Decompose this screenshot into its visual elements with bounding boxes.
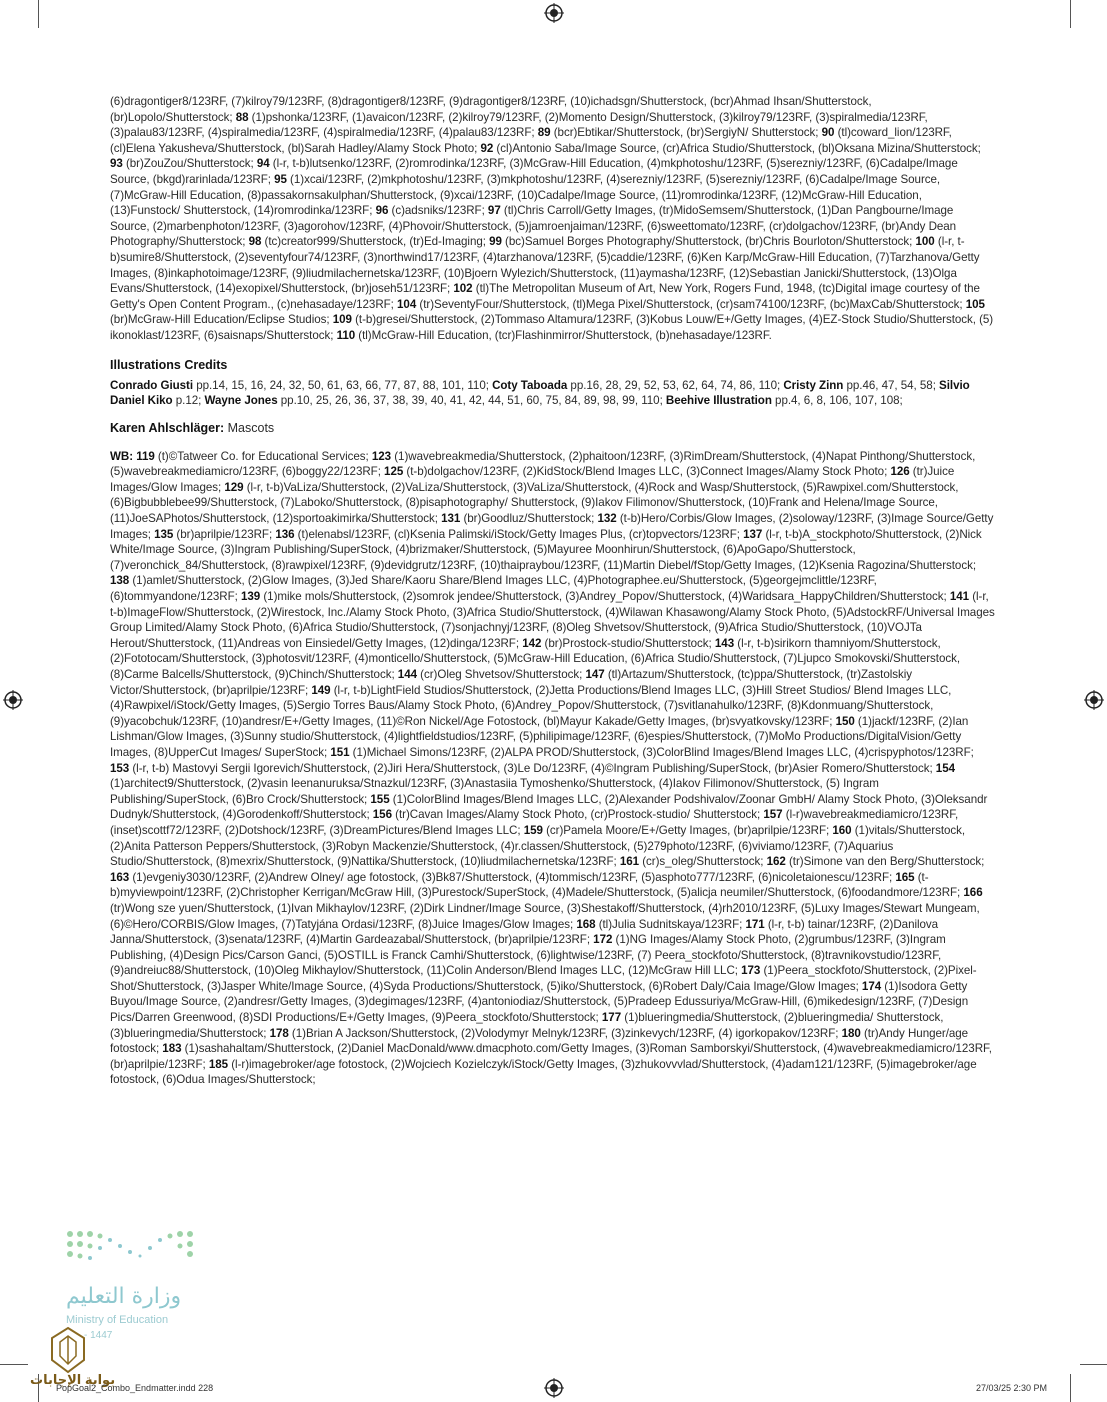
illustrator-name: Conrado Giusti xyxy=(110,378,194,392)
illustrator-pages: pp.10, 25, 26, 36, 37, 38, 39, 40, 41, 42, 44, 51, 60, 75, 84, 89, 98, 99, 110; xyxy=(277,394,666,408)
illustrator-name: Silvio Daniel Kiko xyxy=(110,378,970,408)
illustrator-pages: pp.16, 28, 29, 52, 53, 62, 64, 74, 86, 110; xyxy=(567,378,784,392)
illustrator-name: Beehive Illustration xyxy=(665,394,772,408)
ministry-english-name: Ministry of Education xyxy=(66,1314,169,1326)
workbook-label: WB: 119 xyxy=(110,449,155,463)
mascot-credit xyxy=(110,421,995,435)
crop-mark-top-right xyxy=(1070,0,1071,28)
illustrator-pages: pp.46, 47, 54, 58; xyxy=(843,378,940,392)
mascot-role: Mascots xyxy=(224,420,275,435)
illustrator-pages: pp.4, 6, 8, 106, 107, 108; xyxy=(771,394,903,408)
mascot-artist: Karen Ahlschläger: xyxy=(110,420,225,435)
illustrator-name: Wayne Jones xyxy=(204,394,278,408)
crop-mark-top-left xyxy=(38,0,39,28)
crop-mark-left-bottom-h xyxy=(0,1364,28,1365)
registration-mark-right-icon xyxy=(1084,690,1104,710)
ministry-year: - 1447 xyxy=(84,1330,113,1341)
crop-mark-right-bottom-h xyxy=(1080,1364,1107,1365)
footer-timestamp: 27/03/25 2:30 PM xyxy=(976,1383,1048,1393)
illustrations-heading: Illustrations Credits xyxy=(110,357,228,372)
credits-content xyxy=(110,94,995,1088)
illustrations-credits xyxy=(110,378,995,409)
watermark-text: بوابة الإجابات xyxy=(30,1372,116,1387)
registration-mark-top-icon xyxy=(544,3,564,23)
illustrator-pages: p.12; xyxy=(172,394,205,408)
workbook-credits-paragraph xyxy=(110,449,995,1088)
illustrator-name: Coty Taboada xyxy=(492,378,568,392)
ministry-dots-logo-icon xyxy=(62,1226,212,1286)
illustrator-pages: pp.14, 15, 16, 24, 32, 50, 61, 63, 66, 77, 87, 88, 101, 110; xyxy=(193,378,493,392)
workbook-credits-text: (t)©Tatweer Co. for Educational Services; 123 (1)wavebreakmedia/Shutterstock, (2)phaitoon/123RF, (3)RimDream/Shutterstock, (4)Napat Pinthong/Shutterstock, (5)wavebreakmediamicro/123RF, (6)boggy22/123RF; 125 (t-b)dolgachov/123RF, (2)KidStock/Blend Images LLC, (3)Connect Images/Alamy Stock Photo; 126 (tr)Juice Images/Glow Images; 129 (l-r, t-b)VaLiza/Shutterstock, (2)VaLiza/Shutterstock, (3)VaLiza/Shutterstock, (4)Rock and Wasp/Shutterstock, (5)Rawpixel.com/Shutterstock, (6)Bigbubblebee99/Shutterstock, (7)Laboko/Shutterstock, (8)pisaphotography/ Shutterstock, (9)Iakov Filimonov/Shutterstock, (10)Frank and Helena/Image Source, (11)JoeSAPhotos/Shutterstock, (12)sportoakimirka/Shutterstock; 131 (br)Goodluz/Shutterstock; 132 (t-b)Hero/Corbis/Glow Images, (2)soloway/123RF, (3)Image Source/Getty Images; 135 (br)aprilpie/123RF; 136 (t)elenabsl/123RF, (cl)Ksenia Palimski/iStock/Getty Images Plus, (cr)topvectors/123RF; 137 (l-r, t-b)A_stockphoto/Shutterstock, (2)Nick White/Image Source, (3)Ingram Publishing/SuperStock, (4)brizmaker/Shutterstock, (5)Mayuree Moonhirun/Shutterstock, (6)ApoGapo/Shutterstock, (7)veronchick_84/Shutterstock, (8)rawpixel/123RF, (9)devidgrutz/123RF, (10)thaipraybou/123RF, (11)Martin Diebel/fStop/Getty Images, (12)Ksenia Ragozina/Shutterstock; 138 (1)amlet/Shutterstock, (2)Glow Images, (3)Jed Share/Kaoru Share/Blend Images LLC, (4)Photographee.eu/Shutterstock, (5)georgejmclittle/123RF, (6)tommyandone/123RF; 139 (1)mike mols/Shutterstock, (2)somrok jendee/Shutterstock, (3)Andrey_Popov/Shutterstock, (4)Waridsara_HappyChildren/Shutterstock; 141 (l-r, t-b)ImageFlow/Shutterstock, (2)Wirestock, Inc./Alamy Stock Photo, (3)Africa Studio/Shutterstock, (4)Wilawan Khasawong/Alamy Stock Photo, (5)AdstockRF/Universal Images Group Limited/Alamy Stock Photo, (6)Africa Studio/Shutterstock, (7)sonjachnyj/123RF, (8)Oleg Shvetsov/Shutterstock, (9)Africa Studio/Shutterstock, (10)VOJTa Herout/Shutterstock, (11)Andreas von Einsiedel/Getty Images, (12)dinga/123RF; 142 (br)Prostock-studio/Shutterstock; 143 (l-r, t-b)sirikorn thamniyom/Shutterstock, (2)Fototocam/Shutterstock, (3)photosvit/123RF, (4)monticello/Shutterstock, (5)McGraw-Hill Education, (6)Africa Studio/Shutterstock, (7)Ljupco Smokovski/Shutterstock, (8)Carme Balcells/Shutterstock, (9)Chinch/Shutterstock; 144 (cr)Oleg Shvetsov/Shutterstock; 147 (tl)Artazum/Shutterstock, (tc)ppa/Shutterstock, (tr)Zastolskiy Victor/Shutterstock, (br)aprilpie/123RF; 149 (l-r, t-b)LightField Studios/Shutterstock, (2)Jetta Productions/Blend Images LLC, (3)Hill Street Studios/ Blend Images LLC, (4)Rawpixel/iStock/Getty Images, (5)Sergio Torres Baus/Alamy Stock Photo, (6)Andrey_Popov/Shutterstock, (7)svitlanahulko/123RF, (8)Kdonmuang/Shutterstock, (9)yacobchuk/123RF, (10)andresr/E+/Getty Images, (11)©Ron Nickel/Age Fotostock, (bl)Mayur Kakade/Getty Images, (br)svyatkovsky/123RF; 150 (1)jackf/123RF, (2)Ian Lishman/Glow Images, (3)Sunny studio/Shutterstock, (4)lightfieldstudios/123RF, (5)philipimage/123RF, (6)espies/Shutterstock, (7)MoMo Productions/DigitalVision/Getty Images, (8)UpperCut Images/ SuperStock; 151 (1)Michael Simons/123RF, (2)ALPA PROD/Shutterstock, (3)ColorBlind Images/Blend Images LLC, (4)crispyphotos/123RF; 153 (l-r, t-b) Mastovyi Sergii Igorevich/Shutterstock, (2)Jiri Hera/Shutterstock, (3)Le Do/123RF, (4)©Ingram Publishing/SuperStock, (br)Asier Romero/Shutterstock; 154 (1)architect9/Shutterstock, (2)vasin leenanuruksa/Stnazkul/123RF, (3)Anastasiia Tymoshenko/Shutterstock, (4)Iakov Filimonov/Shutterstock, (5) Ingram Publishing/SuperStock, (6)Bro Crock/Shutterstock; 155 (1)ColorBlind Images/Blend Images LLC, (2)Alexander Podshivalov/Zoonar GmbH/ Alamy Stock Photo, (3)Oleksandr Dudnyk/Shutterstock, (4)Gorodenkoff/Shutterstock; 156 (tr)Cavan Images/Alamy Stock Photo, (cr)Prostock-studio/ Shutterstock; 157 (l-r)wavebreakmediamicro/123RF, (inset)scottf72/123RF, (2)Dotshock/123RF, (3)DreamPictures/Blend Images LLC; 159 (cr)Pamela Moore/E+/Getty Images, (br)aprilpie/123RF; 160 (1)vitals/Shutterstock, (2)Anita Patterson Peppers/Shutterstock, (3)Robyn Mackenzie/Shutterstock, (4)r.classen/Shutterstock, (5)279photo/123RF, (6)viviamo/123RF, (7)Aquarius Studio/Shutterstock, (8)mexrix/Shutterstock, (9)Nattika/Shutterstock, (10)liudmilachernetska/123RF; 161 (cr)s_oleg/Shutterstock; 162 (tr)Simone van den Berg/Shutterstock; 163 (1)evgeniy3030/123RF, (2)Andrew Olney/ age fotostock, (3)Bk87/Shutterstock, (4)tommisch/123RF, (5)asphoto777/123RF, (6)nicoletaionescu/123RF; 165 (t-b)myviewpoint/123RF, (2)Christopher Kerrigan/McGraw Hill, (3)Purestock/SuperStock, (4)Madele/Shutterstock, (5)alicja neumiler/Shutterstock, (6)foodandmore/123RF; 166 (tr)Wong sze yuen/Shutterstock, (1)Ivan Mikhaylov/123RF, (2)Dirk Lindner/Image Source, (3)Shestakoff/Shutterstock, (4)rh2010/123RF, (5)Luxy Images/Stewart Mungeam, (6)©Hero/CORBIS/Glow Images, (7)Tatyjána Ordasi/123RF, (8)Juice Images/Glow Images; 168 (tl)Julia Sudnitskaya/123RF; 171 (l-r, t-b) tainar/123RF, (2)Danilova Janna/Shutterstock, (3)senata/123RF, (4)Martin Gardeazabal/Shutterstock, (br)aprilpie/123RF; 172 (1)NG Images/Alamy Stock Photo, (2)grumbus/123RF, (3)Ingram Publishing, (4)Design Pics/Carson Ganci, (5)OSTILL is Franck Camhi/Shutterstock, (6)lightwise/123RF, (7) Peera_stockfoto/Shutterstock, (8)travnikovstudio/123RF, (9)andreiuc88/Shutterstock, (10)Oleg Mikhaylov/Shutterstock, (11)Colin Anderson/Blend Images LLC, (12)McGraw Hill LLC; 173 (1)Peera_stockfoto/Shutterstock, (2)Pixel-Shot/Shutterstock, (3)Jasper White/Image Source, (4)Syda Productions/Shutterstock, (5)iko/Shutterstock, (6)Robert Daly/Caia Image/Glow Images; 174 (1)Isodora Getty Buyou/Image Source, (2)andresr/Getty Images, (3)degimages/123RF, (4)antoniodiaz/Shutterstock, (5)Pradeep Edussuriya/McGraw-Hill, (6)mikedesign/123RF, (7)Design Pics/Darren Greenwood, (8)SDI Productions/E+/Getty Images, (9)Peera_stockfoto/Shutterstock; 177 (1)blueringmedia/Shutterstock, (2)blueringmedia/ Shutterstock, (3)blueringmedia/Shutterstock; 178 (1)Brian A Jackson/Shutterstock, (2)Volodymyr Melnyk/123RF, (3)zinkevych/123RF, (4) igorkopakov/123RF; 180 (tr)Andy Hunger/age fotostock; 183 (1)sashahaltam/Shutterstock, (2)Daniel MacDonald/www.dmacphoto.com/Getty Images, (3)Roman Samborskyi/Shutterstock, (4)wavebreakmediamicro/123RF, (br)aprilpie/123RF; 185 (l-r)imagebroker/age fotostock, (2)Wojciech Kozielczyk/iStock/Getty Images, (3)zhukovvvlad/Shutterstock, (4)adam121/123RF, (5)imagebroker/age fotostock, (6)Odua Images/Shutterstock; xyxy=(110,449,995,1087)
footer-file-info: PopGoal2_Combo_Endmatter.indd 228 xyxy=(56,1383,214,1393)
registration-mark-bottom-icon xyxy=(544,1378,564,1398)
emblem-badge-icon xyxy=(48,1326,88,1374)
crop-mark-bottom-right xyxy=(1070,1374,1071,1402)
photo-credits-paragraph: (6)dragontiger8/123RF, (7)kilroy79/123RF, (8)dragontiger8/123RF, (9)dragontiger8/123RF, (10)ichadsgn/Shutterstock, (bcr)Ahmad Ihsan/Shutterstock, (br)Lopolo/Shutterstock; 88 (1)pshonka/123RF, (1)avaicon/123RF, (2)kilroy79/123RF, (2)Momento Design/Shutterstock, (3)kilroy79/123RF, (3)spiralmedia/123RF, (3)palau83/123RF, (4)spiralmedia/123RF, (4)spiralmedia/123RF, (4)palau83/123RF; 89 (bcr)Ebtikar/Shutterstock, (br)SergiyN/ Shutterstock; 90 (tl)coward_lion/123RF, (cl)Elena Yakusheva/Shutterstock, (bl)Sarah Hadley/Alamy Stock Photo; 92 (cl)Antonio Saba/Image Source, (cr)Africa Studio/Shutterstock, (bl)Oksana Mizina/Shutterstock; 93 (br)ZouZou/Shutterstock; 94 (l-r, t-b)lutsenko/123RF, (2)romrodinka/123RF, (3)McGraw-Hill Education, (4)mkphotoshu/123RF, (5)serezniy/123RF, (6)Cadalpe/Image Source, (bkgd)rarinlada/123RF; 95 (1)xcai/123RF, (2)mkphotoshu/123RF, (3)mkphotoshu/123RF, (4)serezniy/123RF, (5)serezniy/123RF, (6)Cadalpe/Image Source, (7)McGraw-Hill Education, (8)passakornsakulphan/Shutterstock, (9)xcai/123RF, (10)Cadalpe/Image Source, (11)romrodinka/123RF, (12)McGraw-Hill Education, (13)Funstock/ Shutterstock, (14)romrodinka/123RF; 96 (c)adsniks/123RF; 97 (tl)Chris Carroll/Getty Images, (tr)MidoSemsem/Shutterstock, (1)Dan Pangbourne/Image Source, (2)marbenphoton/123RF, (3)agorohov/123RF, (4)Phovoir/Shutterstock, (5)jamroenjaiman/123RF, (6)sweettomato/123RF, (cr)dolgachov/123RF, (br)Andy Dean Photography/Shutterstock; 98 (tc)creator999/Shutterstock, (tr)Ed-Imaging; 99 (bc)Samuel Borges Photography/Shutterstock, (br)Chris Bourloton/Shutterstock; 100 (l-r, t-b)sumire8/Shutterstock, (2)seventyfour74/123RF, (3)northwind17/123RF, (4)tarzhanova/123RF, (5)caddie/123RF, (6)Ken Karp/McGraw-Hill Education, (7)Tarzhanova/Getty Images, (8)inkaphotoimage/123RF, (9)liudmilachernetska/123RF, (10)Bjoern Wylezich/Shutterstock, (11)aymasha/123RF, (12)Sebastian Janicki/Shutterstock, (13)Olga Evans/Shutterstock, (14)exopixel/Shutterstock, (br)joseh51/123RF; 102 (tl)The Metropolitan Museum of Art, New York, Rogers Fund, 1948, (tc)Digital image courtesy of the Getty's Open Content Program., (c)nehasadaye/123RF; 104 (tr)SeventyFour/Shutterstock, (tl)Mega Pixel/Shutterstock, (cr)sam74100/123RF, (bc)MaxCab/Shutterstock; 105 (br)McGraw-Hill Education/Eclipse Studios; 109 (t-b)gresei/Shutterstock, (2)Tommaso Altamura/123RF, (3)Kobus Louw/E+/Getty Images, (4)EZ-Stock Studio/Shutterstock, (5) ikonoklast/123RF, (6)saisnaps/Shutterstock; 110 (tl)McGraw-Hill Education, (tcr)Flashinmirror/Shutterstock, (b)nehasadaye/123RF. xyxy=(110,95,994,342)
illustrator-name: Cristy Zinn xyxy=(783,378,844,392)
ministry-arabic-name: وزارة التعليم xyxy=(66,1284,182,1309)
registration-mark-left-icon xyxy=(3,690,23,710)
